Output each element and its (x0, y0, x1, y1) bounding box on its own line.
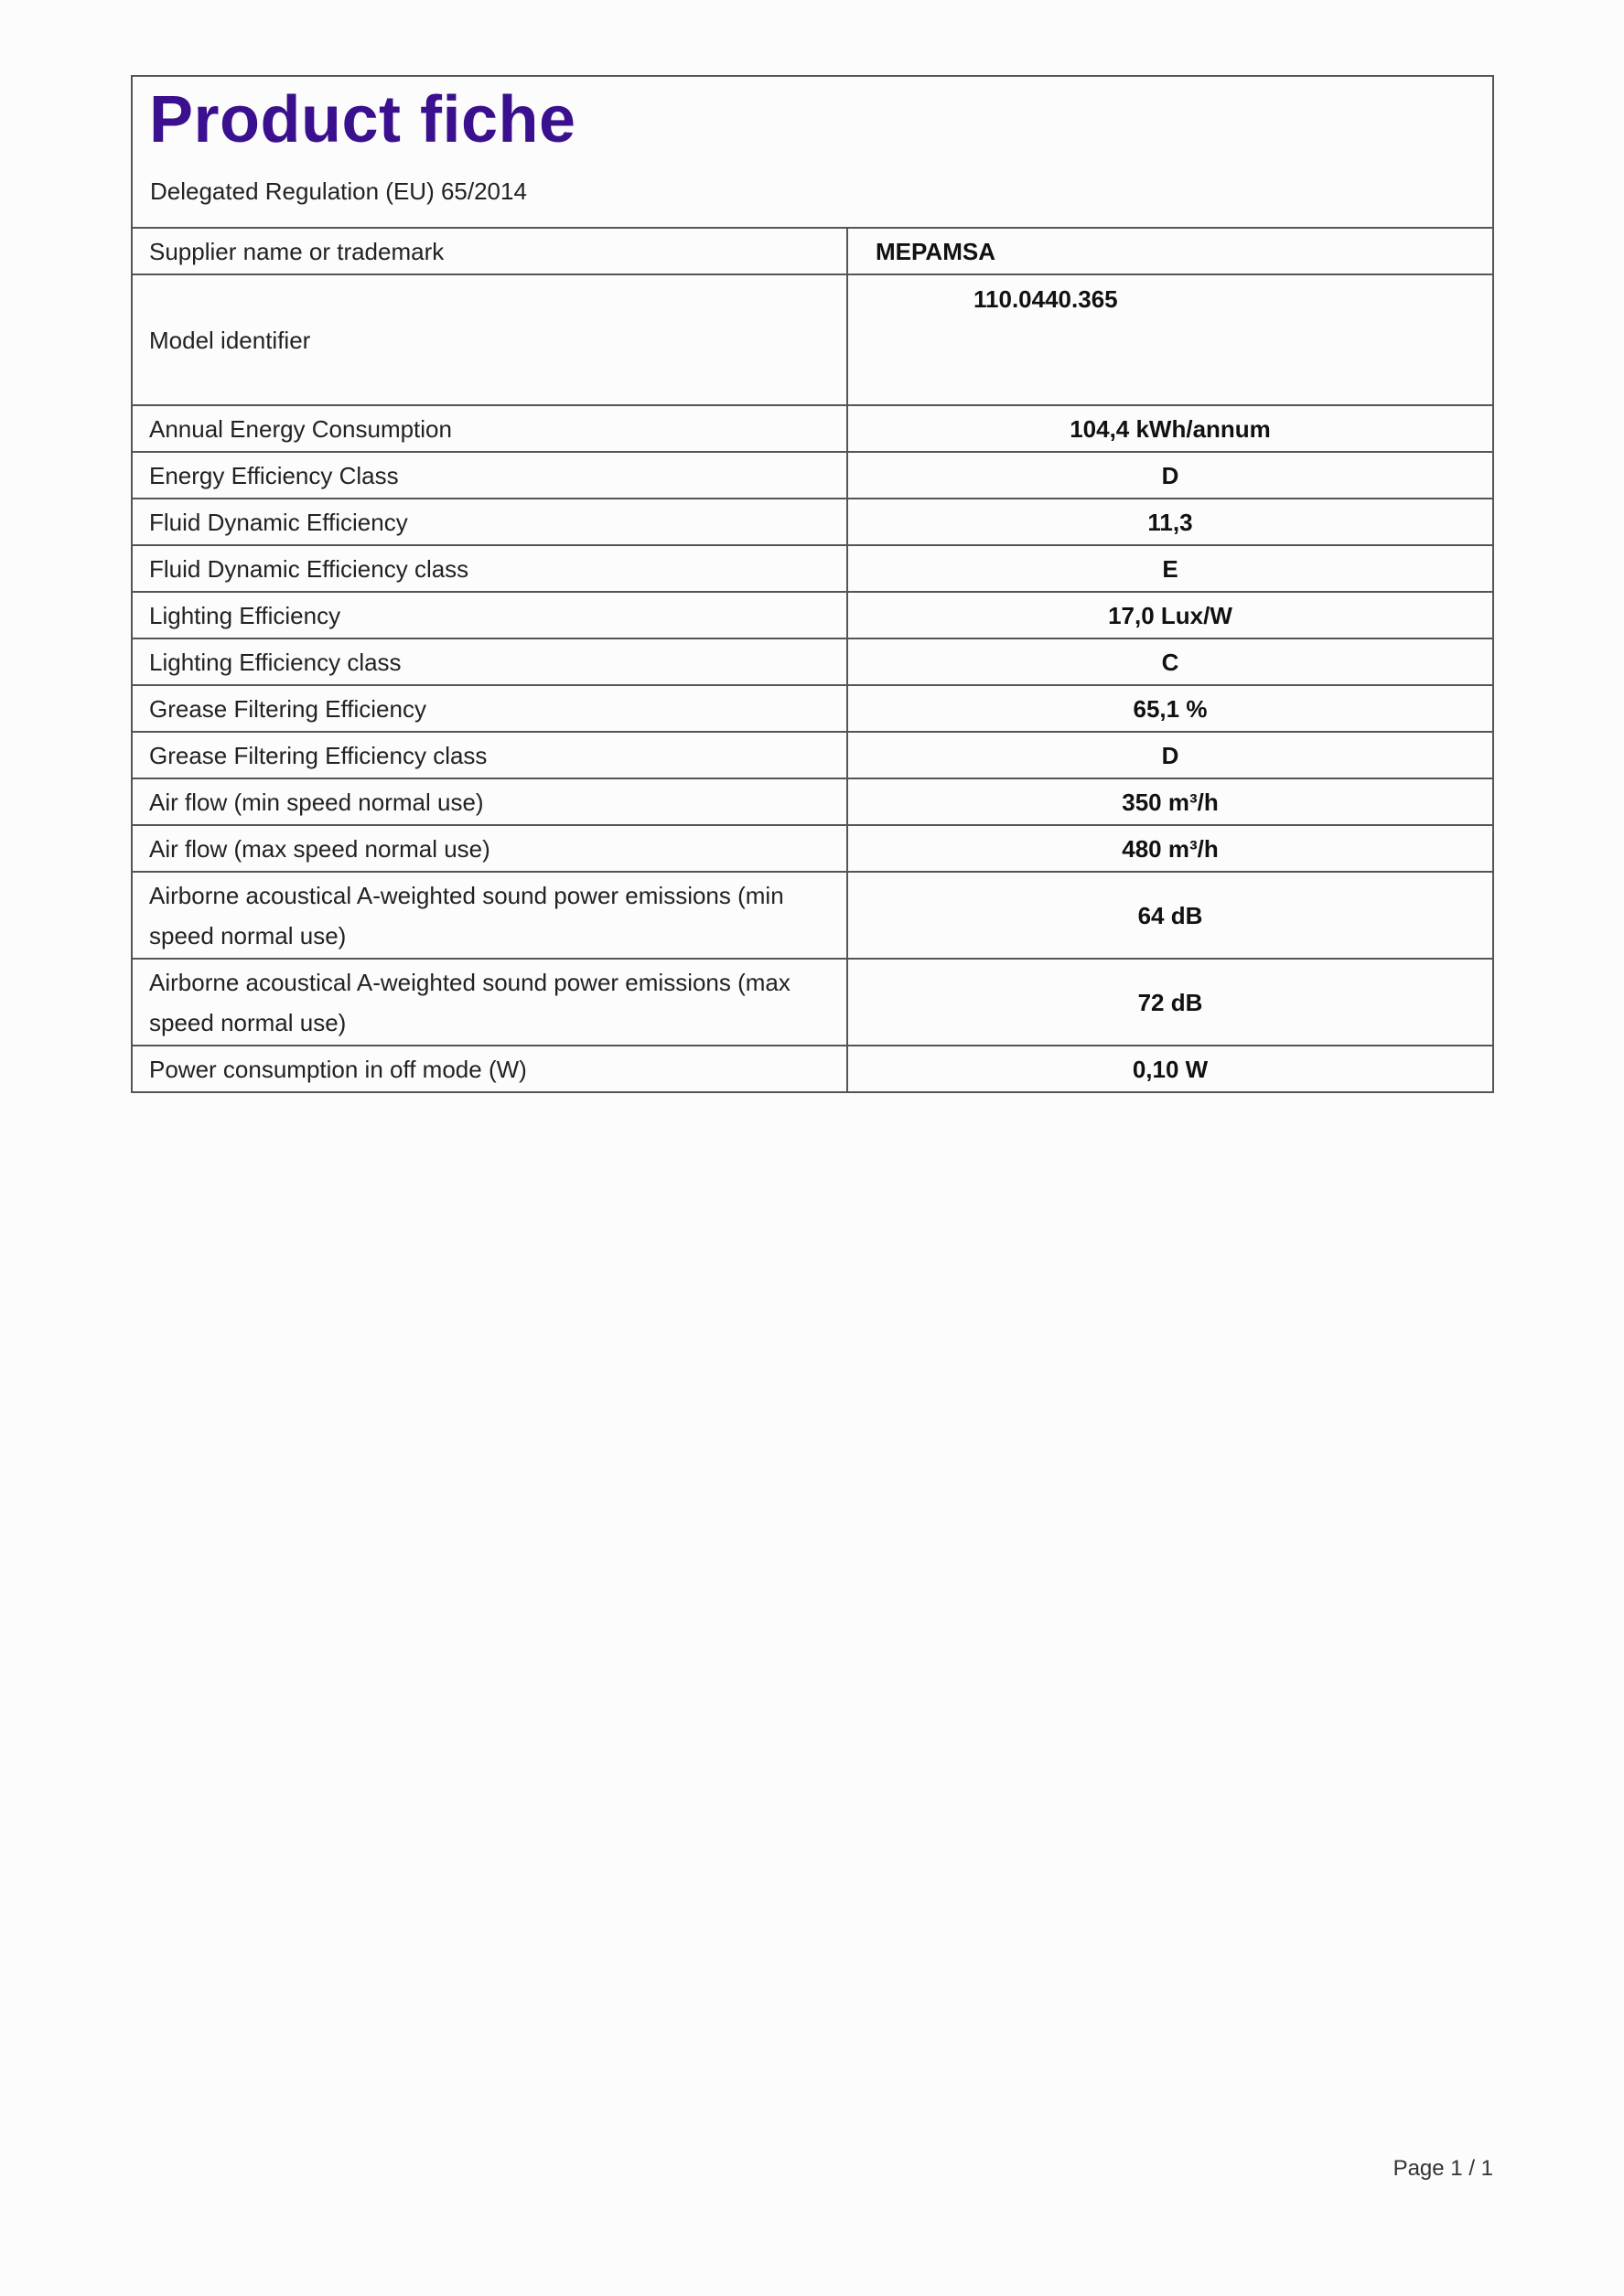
row-label: Lighting Efficiency class (133, 638, 847, 685)
row-value: 11,3 (847, 499, 1492, 545)
row-value: D (847, 732, 1492, 778)
table-row (133, 545, 1492, 592)
row-value: 110.0440.365 (847, 274, 1492, 405)
product-fiche (131, 75, 1494, 1093)
page-title: Product fiche (149, 83, 576, 156)
row-label: Air flow (min speed normal use) (133, 778, 847, 825)
table-row (133, 229, 1492, 274)
row-label: Air flow (max speed normal use) (133, 825, 847, 872)
fiche-header (133, 77, 1492, 229)
row-label: Model identifier (133, 274, 847, 405)
table-row (133, 778, 1492, 825)
row-label: Fluid Dynamic Efficiency class (133, 545, 847, 592)
row-label: Fluid Dynamic Efficiency (133, 499, 847, 545)
row-label: Annual Energy Consumption (133, 405, 847, 452)
row-value: D (847, 452, 1492, 499)
table-row (133, 592, 1492, 638)
row-value: 480 m³/h (847, 825, 1492, 872)
table-row (133, 959, 1492, 1046)
row-value: 65,1 % (847, 685, 1492, 732)
table-row (133, 499, 1492, 545)
row-value: 64 dB (847, 872, 1492, 959)
row-label: Energy Efficiency Class (133, 452, 847, 499)
row-label: Airborne acoustical A-weighted sound power emissions (max speed normal use) (133, 959, 847, 1046)
spec-table (133, 229, 1492, 1091)
table-row (133, 872, 1492, 959)
row-value: 350 m³/h (847, 778, 1492, 825)
table-row (133, 405, 1492, 452)
page-number: Page 1 / 1 (1393, 2156, 1493, 2181)
row-label: Supplier name or trademark (133, 229, 847, 274)
row-value: 104,4 kWh/annum (847, 405, 1492, 452)
table-row (133, 638, 1492, 685)
row-value: 0,10 W (847, 1046, 1492, 1091)
row-label: Airborne acoustical A-weighted sound power emissions (min speed normal use) (133, 872, 847, 959)
regulation-subtitle: Delegated Regulation (EU) 65/2014 (150, 177, 527, 205)
row-value: MEPAMSA (876, 237, 995, 265)
table-row (133, 685, 1492, 732)
row-value: C (847, 638, 1492, 685)
table-row (133, 825, 1492, 872)
row-value: E (847, 545, 1492, 592)
row-value: 17,0 Lux/W (847, 592, 1492, 638)
row-value: 72 dB (847, 959, 1492, 1046)
row-label: Lighting Efficiency (133, 592, 847, 638)
table-row (133, 1046, 1492, 1091)
row-label: Grease Filtering Efficiency (133, 685, 847, 732)
table-row (133, 452, 1492, 499)
row-label: Grease Filtering Efficiency class (133, 732, 847, 778)
table-row (133, 274, 1492, 405)
table-row (133, 732, 1492, 778)
row-label: Power consumption in off mode (W) (133, 1046, 847, 1091)
